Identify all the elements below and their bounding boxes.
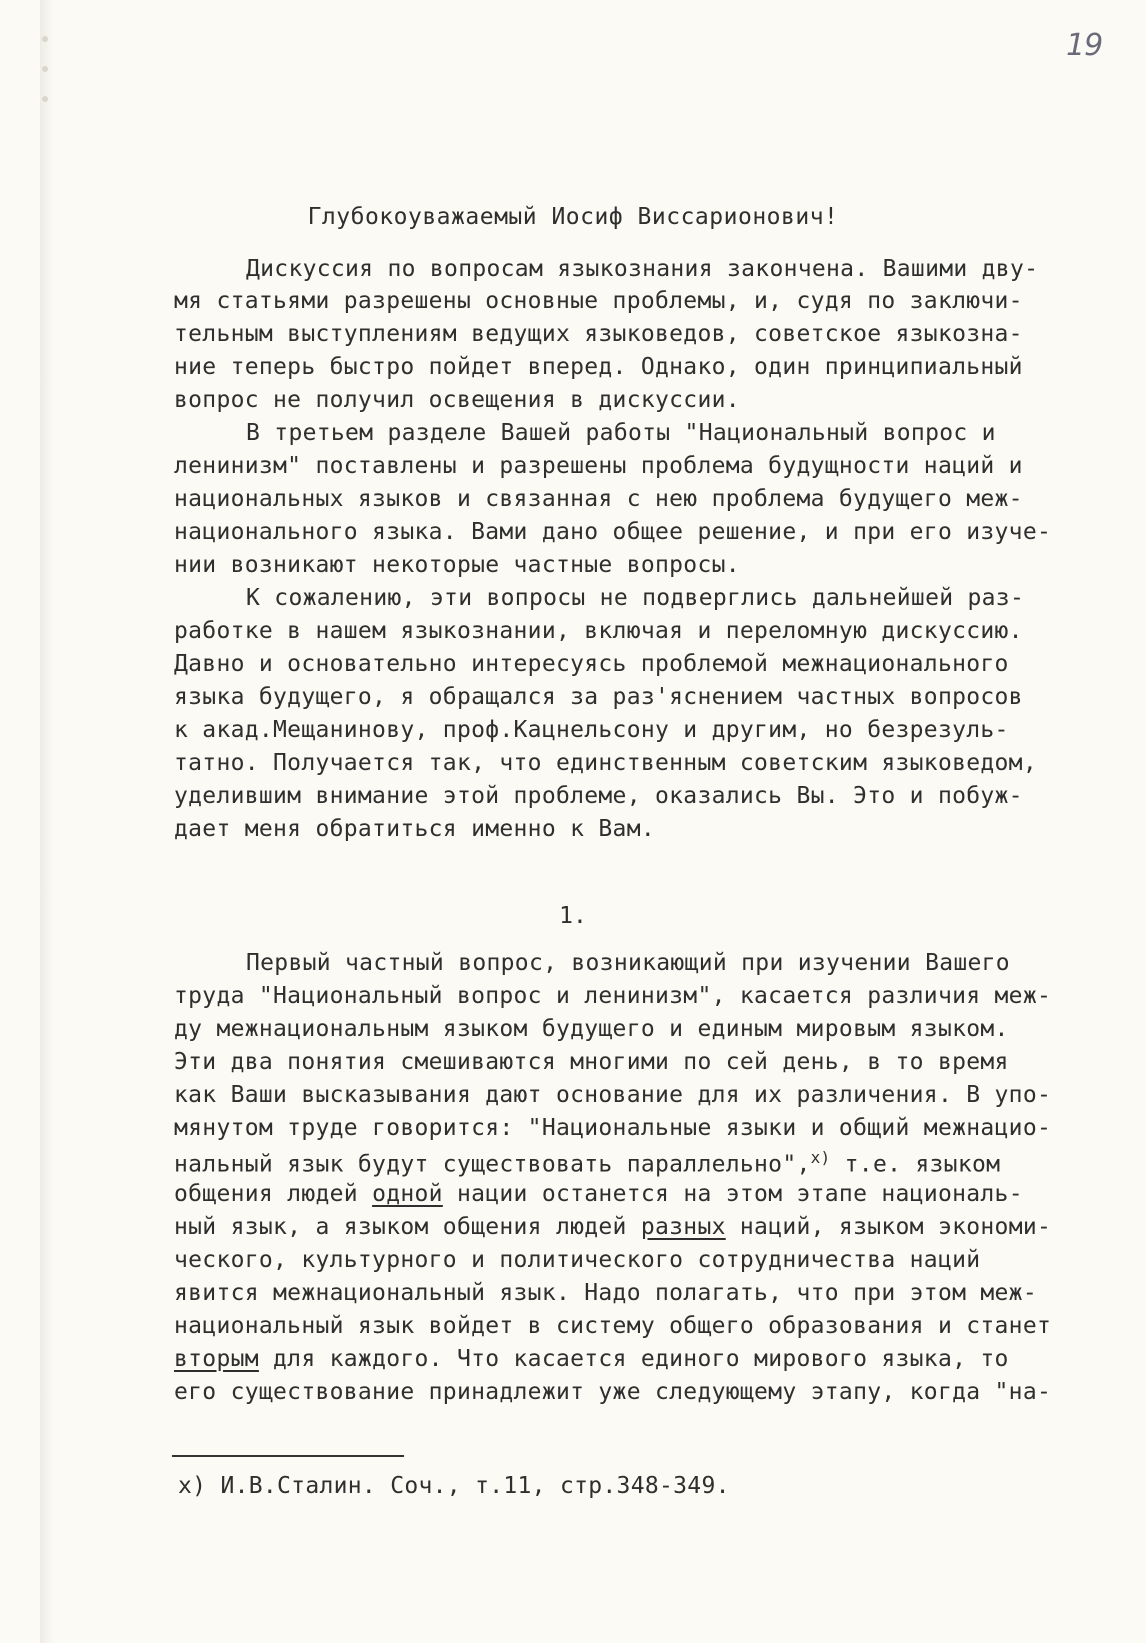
text-line: уделившим внимание этой проблеме, оказались Вы. Это и побуж- <box>174 783 1023 809</box>
text-line: дает меня обратиться именно к Вам. <box>174 816 656 842</box>
section-number: 1. <box>559 903 587 929</box>
text-line: Дискуссия по вопросам языкознания закончена. Вашими дву- <box>246 256 1039 282</box>
text-line: языка будущего, я обращался за раз'яснением частных вопросов <box>174 684 1023 710</box>
text-line: Давно и основательно интересуясь проблемой межнационального <box>174 651 1009 677</box>
text-line: мя статьями разрешены основные проблемы, и, судя по заключи- <box>174 288 1023 314</box>
footnote-divider <box>172 1455 404 1457</box>
text-line: ческого, культурного и политического сотрудничества наций <box>174 1247 981 1273</box>
text-segment: нальный язык будут существовать параллельно", <box>174 1151 811 1178</box>
text-segment: ный язык, а языком общения людей <box>174 1214 641 1240</box>
punch-hole <box>42 66 48 72</box>
text-line <box>174 1148 1000 1178</box>
text-segment: наций, языком экономи- <box>725 1214 1052 1240</box>
text-line: ленинизм" поставлены и разрешены проблема будущности наций и <box>174 453 1023 479</box>
text-line <box>174 1346 1009 1372</box>
text-line: татно. Получается так, что единственным советским языковедом, <box>174 750 1037 776</box>
text-line <box>174 1214 1051 1240</box>
text-line: ду межнациональным языком будущего и единым мировым языком. <box>174 1016 1009 1042</box>
text-segment: нации останется на этом этапе националь- <box>442 1181 1023 1207</box>
text-segment: для каждого. Что касается единого мирового языка, то <box>258 1346 1009 1372</box>
text-line: нии возникают некоторые частные вопросы. <box>174 552 740 578</box>
text-line: к акад.Мещанинову, проф.Кацнельсону и другим, но безрезуль- <box>174 717 1009 743</box>
text-line: Первый частный вопрос, возникающий при изучении Вашего <box>246 950 1010 976</box>
text-line: мянутом труде говорится: "Национальные языки и общий межнацио- <box>174 1115 1052 1141</box>
text-line: национальных языков и связанная с нею проблема будущего меж- <box>174 486 1023 512</box>
text-line <box>174 1181 1023 1207</box>
text-line: вопрос не получил освещения в дискуссии. <box>174 387 740 413</box>
text-line: национального языка. Вами дано общее решение, и при его изуче- <box>174 519 1052 545</box>
text-line: Эти два понятия смешиваются многими по сей день, в то время <box>174 1049 1009 1075</box>
punch-hole <box>42 36 48 42</box>
text-line: работке в нашем языкознании, включая и переломную дискуссию. <box>174 618 1023 644</box>
footnote: х) И.В.Сталин. Соч., т.11, стр.348-349. <box>178 1473 730 1499</box>
underlined-word: разных <box>640 1214 726 1240</box>
text-line: явится межнациональный язык. Надо полагать, что при этом меж- <box>174 1280 1037 1306</box>
text-line: тельным выступлениям ведущих языковедов, советское языкозна- <box>174 321 1023 347</box>
text-segment: общения людей <box>174 1181 373 1207</box>
handwritten-page-number: 19 <box>1066 28 1103 63</box>
underlined-word: вторым <box>174 1346 259 1372</box>
text-line: В третьем разделе Вашей работы "Национальный вопрос и <box>246 420 996 446</box>
binding-edge <box>40 0 54 1643</box>
text-line: национальный язык войдет в систему общего образования и станет <box>174 1313 1052 1339</box>
text-line: его существование принадлежит уже следующему этапу, когда "на- <box>174 1379 1052 1405</box>
punch-hole <box>42 96 48 102</box>
salutation: Глубокоуважаемый Иосиф Виссарионович! <box>307 204 839 230</box>
text-line: ние теперь быстро пойдет вперед. Однако, один принципиальный <box>174 354 1023 380</box>
underlined-word: одной <box>372 1181 443 1207</box>
text-line: как Ваши высказывания дают основание для их различения. В упо- <box>174 1082 1052 1108</box>
footnote-marker: x) <box>810 1148 831 1167</box>
text-segment: т.е. языком <box>830 1151 1001 1178</box>
text-line: труда "Национальный вопрос и ленинизм", касается различия меж- <box>174 983 1052 1009</box>
text-line: К сожалению, эти вопросы не подверглись дальнейшей раз- <box>246 585 1025 611</box>
